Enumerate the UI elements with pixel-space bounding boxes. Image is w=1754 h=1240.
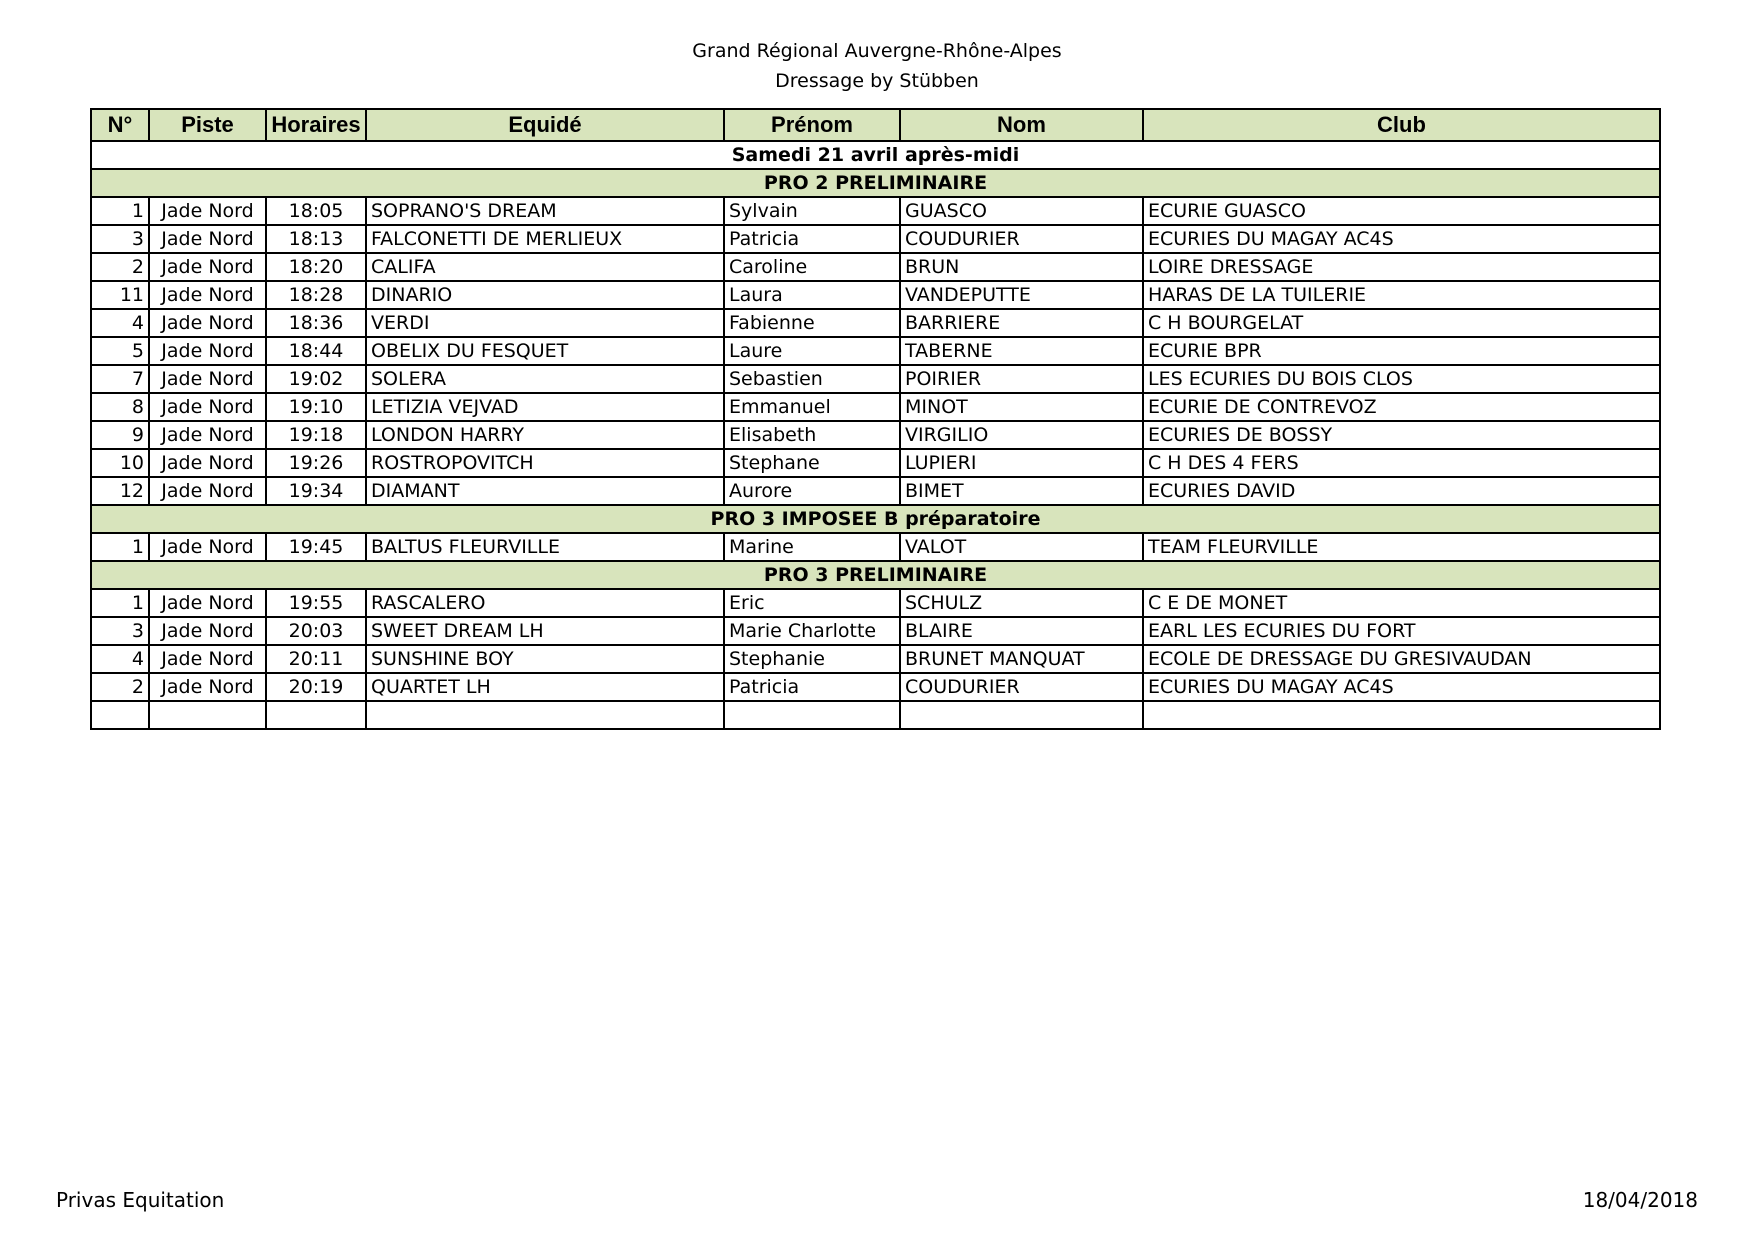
section-header-row [91, 505, 1660, 533]
column-header-nom: Nom [900, 109, 1143, 141]
table-row [91, 645, 1660, 673]
horse-name: FALCONETTI DE MERLIEUX [366, 225, 724, 253]
rider-last-name: GUASCO [900, 197, 1143, 225]
table-row [91, 589, 1660, 617]
start-time: 19:26 [266, 449, 366, 477]
entry-number: 4 [91, 309, 149, 337]
rider-first-name: Fabienne [724, 309, 900, 337]
start-time: 19:34 [266, 477, 366, 505]
rider-first-name: Laura [724, 281, 900, 309]
entry-number: 1 [91, 589, 149, 617]
start-time: 18:36 [266, 309, 366, 337]
section-title: PRO 2 PRELIMINAIRE [91, 169, 1660, 197]
table-row [91, 617, 1660, 645]
rider-last-name: VALOT [900, 533, 1143, 561]
piste: Jade Nord [149, 645, 266, 673]
entry-number: 9 [91, 421, 149, 449]
entry-number: 11 [91, 281, 149, 309]
table-row [91, 533, 1660, 561]
club-name: LOIRE DRESSAGE [1143, 253, 1660, 281]
club-name: C E DE MONET [1143, 589, 1660, 617]
entry-number: 5 [91, 337, 149, 365]
horse-name: LONDON HARRY [366, 421, 724, 449]
rider-last-name: VIRGILIO [900, 421, 1143, 449]
entry-number: 2 [91, 253, 149, 281]
horse-name: ROSTROPOVITCH [366, 449, 724, 477]
entry-number: 10 [91, 449, 149, 477]
table-row [91, 449, 1660, 477]
rider-last-name: TABERNE [900, 337, 1143, 365]
column-header-club: Club [1143, 109, 1660, 141]
table-row [91, 197, 1660, 225]
rider-first-name: Marine [724, 533, 900, 561]
header-row [91, 109, 1660, 141]
rider-first-name: Marie Charlotte [724, 617, 900, 645]
entry-number: 7 [91, 365, 149, 393]
entry-number: 1 [91, 197, 149, 225]
start-time: 19:45 [266, 533, 366, 561]
start-time: 19:18 [266, 421, 366, 449]
table-header [91, 109, 1660, 141]
rider-first-name: Elisabeth [724, 421, 900, 449]
horse-name: SOLERA [366, 365, 724, 393]
club-name: ECURIE GUASCO [1143, 197, 1660, 225]
rider-last-name: BARRIERE [900, 309, 1143, 337]
rider-last-name: POIRIER [900, 365, 1143, 393]
club-name: EARL LES ECURIES DU FORT [1143, 617, 1660, 645]
section-title: PRO 3 PRELIMINAIRE [91, 561, 1660, 589]
start-time: 18:05 [266, 197, 366, 225]
rider-last-name: COUDURIER [900, 225, 1143, 253]
piste: Jade Nord [149, 421, 266, 449]
club-name: TEAM FLEURVILLE [1143, 533, 1660, 561]
table-row [91, 421, 1660, 449]
start-time: 18:44 [266, 337, 366, 365]
entry-number: 4 [91, 645, 149, 673]
piste: Jade Nord [149, 197, 266, 225]
club-name: HARAS DE LA TUILERIE [1143, 281, 1660, 309]
table-row [91, 365, 1660, 393]
empty-cell [724, 701, 900, 729]
rider-first-name: Caroline [724, 253, 900, 281]
rider-last-name: BIMET [900, 477, 1143, 505]
table-row [91, 225, 1660, 253]
club-name: C H DES 4 FERS [1143, 449, 1660, 477]
club-name: ECURIE DE CONTREVOZ [1143, 393, 1660, 421]
rider-last-name: BLAIRE [900, 617, 1143, 645]
horse-name: DINARIO [366, 281, 724, 309]
horse-name: OBELIX DU FESQUET [366, 337, 724, 365]
rider-last-name: COUDURIER [900, 673, 1143, 701]
rider-first-name: Sylvain [724, 197, 900, 225]
rider-last-name: BRUNET MANQUAT [900, 645, 1143, 673]
horse-name: LETIZIA VEJVAD [366, 393, 724, 421]
column-header-horaires: Horaires [266, 109, 366, 141]
club-name: LES ECURIES DU BOIS CLOS [1143, 365, 1660, 393]
rider-first-name: Sebastien [724, 365, 900, 393]
rider-first-name: Eric [724, 589, 900, 617]
piste: Jade Nord [149, 477, 266, 505]
rider-last-name: VANDEPUTTE [900, 281, 1143, 309]
column-header-num: N° [91, 109, 149, 141]
start-time: 18:28 [266, 281, 366, 309]
piste: Jade Nord [149, 617, 266, 645]
rider-last-name: MINOT [900, 393, 1143, 421]
horse-name: SWEET DREAM LH [366, 617, 724, 645]
rider-first-name: Stephane [724, 449, 900, 477]
section-header-row [91, 169, 1660, 197]
piste: Jade Nord [149, 281, 266, 309]
day-title: Samedi 21 avril après-midi [91, 141, 1660, 169]
table-row [91, 281, 1660, 309]
table-row [91, 393, 1660, 421]
horse-name: QUARTET LH [366, 673, 724, 701]
start-time: 19:02 [266, 365, 366, 393]
rider-last-name: SCHULZ [900, 589, 1143, 617]
piste: Jade Nord [149, 449, 266, 477]
header-subtitle: Dressage by Stübben [775, 70, 979, 92]
horse-name: CALIFA [366, 253, 724, 281]
rider-last-name: LUPIERI [900, 449, 1143, 477]
rider-first-name: Patricia [724, 225, 900, 253]
piste: Jade Nord [149, 393, 266, 421]
table-row [91, 309, 1660, 337]
table-row [91, 253, 1660, 281]
empty-cell [900, 701, 1143, 729]
column-header-prenom: Prénom [724, 109, 900, 141]
rider-first-name: Patricia [724, 673, 900, 701]
start-time: 20:19 [266, 673, 366, 701]
section-title: PRO 3 IMPOSEE B préparatoire [91, 505, 1660, 533]
piste: Jade Nord [149, 533, 266, 561]
club-name: ECOLE DE DRESSAGE DU GRESIVAUDAN [1143, 645, 1660, 673]
entry-number: 3 [91, 617, 149, 645]
day-title-row [91, 141, 1660, 169]
entry-number: 2 [91, 673, 149, 701]
rider-first-name: Emmanuel [724, 393, 900, 421]
schedule-table [90, 108, 1661, 730]
entry-number: 1 [91, 533, 149, 561]
horse-name: RASCALERO [366, 589, 724, 617]
club-name: C H BOURGELAT [1143, 309, 1660, 337]
piste: Jade Nord [149, 309, 266, 337]
horse-name: SOPRANO'S DREAM [366, 197, 724, 225]
rider-first-name: Aurore [724, 477, 900, 505]
entry-number: 12 [91, 477, 149, 505]
footer-organizer: Privas Equitation [56, 1188, 225, 1212]
horse-name: DIAMANT [366, 477, 724, 505]
club-name: ECURIES DAVID [1143, 477, 1660, 505]
piste: Jade Nord [149, 589, 266, 617]
piste: Jade Nord [149, 337, 266, 365]
table-row [91, 673, 1660, 701]
empty-cell [366, 701, 724, 729]
horse-name: SUNSHINE BOY [366, 645, 724, 673]
start-time: 19:55 [266, 589, 366, 617]
column-header-equide: Equidé [366, 109, 724, 141]
empty-row [91, 701, 1660, 729]
rider-first-name: Laure [724, 337, 900, 365]
table-row [91, 477, 1660, 505]
club-name: ECURIES DU MAGAY AC4S [1143, 673, 1660, 701]
piste: Jade Nord [149, 673, 266, 701]
rider-first-name: Stephanie [724, 645, 900, 673]
club-name: ECURIES DE BOSSY [1143, 421, 1660, 449]
start-time: 19:10 [266, 393, 366, 421]
entry-number: 8 [91, 393, 149, 421]
entry-number: 3 [91, 225, 149, 253]
empty-cell [149, 701, 266, 729]
section-header-row [91, 561, 1660, 589]
empty-cell [1143, 701, 1660, 729]
horse-name: BALTUS FLEURVILLE [366, 533, 724, 561]
start-time: 18:13 [266, 225, 366, 253]
horse-name: VERDI [366, 309, 724, 337]
start-time: 20:11 [266, 645, 366, 673]
start-time: 20:03 [266, 617, 366, 645]
footer-date: 18/04/2018 [1582, 1188, 1698, 1212]
table-body [91, 141, 1660, 729]
piste: Jade Nord [149, 253, 266, 281]
document-header [0, 36, 1754, 96]
column-header-piste: Piste [149, 109, 266, 141]
empty-cell [266, 701, 366, 729]
header-title: Grand Régional Auvergne-Rhône-Alpes [692, 40, 1062, 62]
club-name: ECURIE BPR [1143, 337, 1660, 365]
piste: Jade Nord [149, 225, 266, 253]
start-time: 18:20 [266, 253, 366, 281]
rider-last-name: BRUN [900, 253, 1143, 281]
club-name: ECURIES DU MAGAY AC4S [1143, 225, 1660, 253]
empty-cell [91, 701, 149, 729]
table-row [91, 337, 1660, 365]
piste: Jade Nord [149, 365, 266, 393]
